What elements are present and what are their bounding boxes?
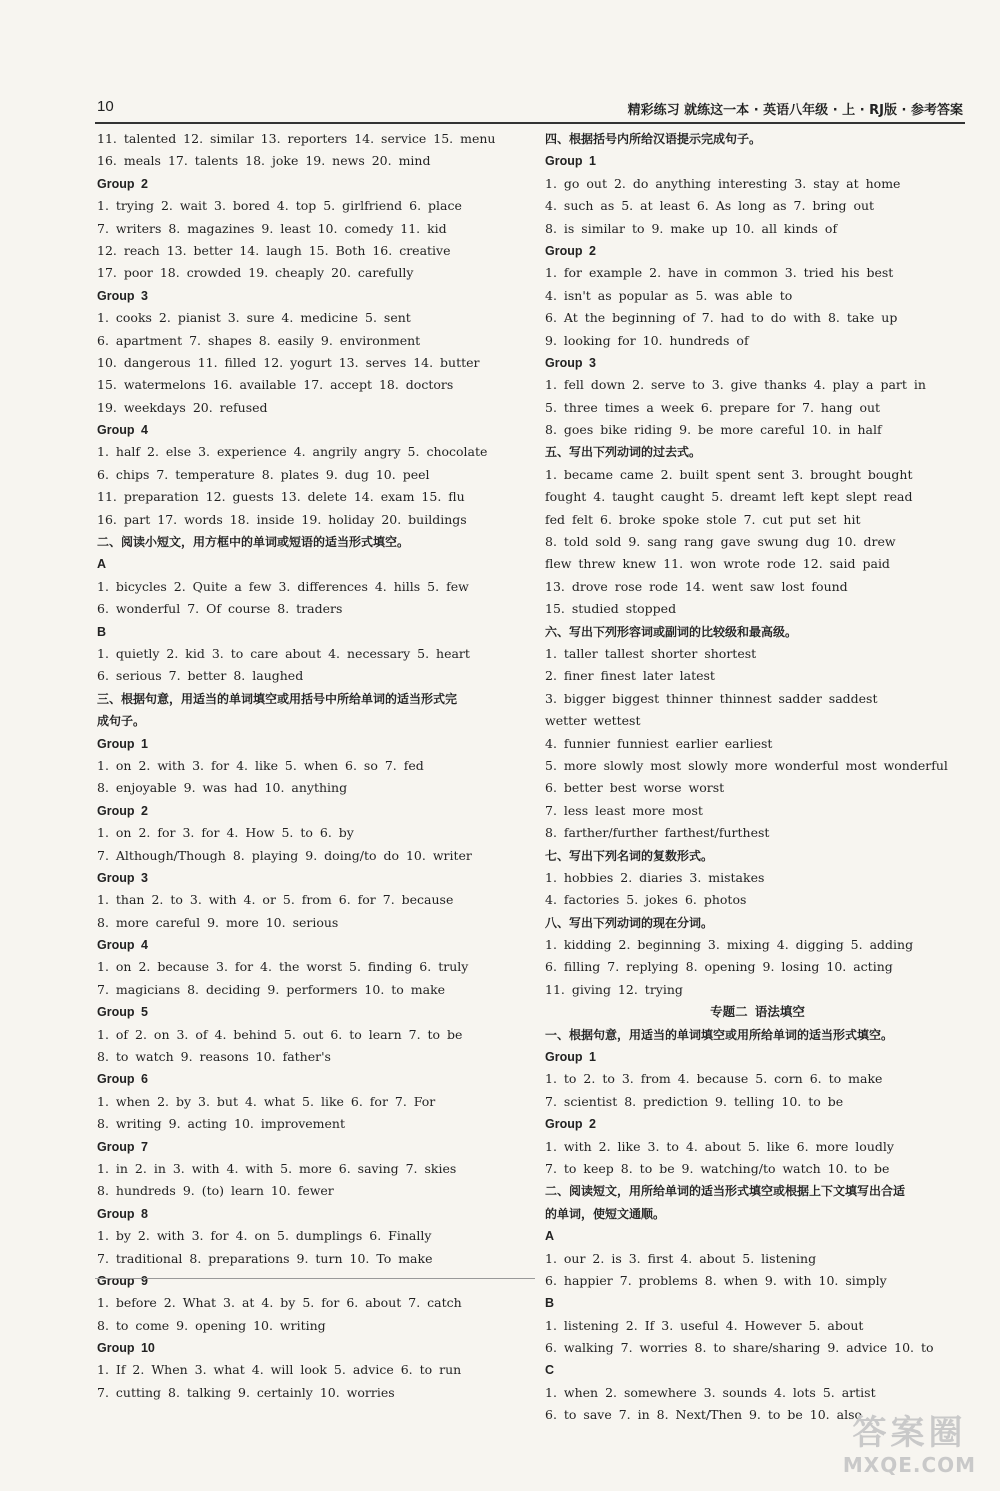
group-heading: Group 8 bbox=[97, 1206, 148, 1221]
group-heading: Group 7 bbox=[97, 1139, 148, 1154]
answer-line: 9. looking for 10. hundreds of bbox=[545, 332, 749, 348]
group-heading: B bbox=[545, 1296, 555, 1311]
answer-line: 4. factories 5. jokes 6. photos bbox=[545, 892, 747, 908]
group-heading: Group 2 bbox=[97, 803, 148, 818]
answer-line: 1. hobbies 2. diaries 3. mistakes bbox=[545, 869, 765, 885]
answer-line: 17. poor 18. crowded 19. cheaply 20. carefully bbox=[97, 265, 414, 281]
answer-line: 1. with 2. like 3. to 4. about 5. like 6. more loudly bbox=[545, 1138, 894, 1154]
section-heading: 成句子。 bbox=[97, 714, 146, 729]
group-heading: Group 1 bbox=[545, 1050, 596, 1065]
group-heading: Group 3 bbox=[545, 355, 596, 370]
answer-line: 8. is similar to 9. make up 10. all kinds of bbox=[545, 220, 838, 236]
answer-line: 7. cutting 8. talking 9. certainly 10. worries bbox=[97, 1384, 395, 1400]
answer-line: 8. told sold 9. sang rang gave swung dug 10. drew bbox=[545, 534, 896, 550]
answer-line: 1. cooks 2. pianist 3. sure 4. medicine 5. sent bbox=[97, 310, 411, 326]
answer-line: 2. finer finest later latest bbox=[545, 668, 715, 684]
watermark-url: MXQE.COM bbox=[842, 1453, 977, 1477]
right-column bbox=[545, 128, 970, 1427]
answer-line: 4. such as 5. at least 6. As long as 7. bring out bbox=[545, 198, 875, 214]
answer-line: 8. goes bike riding 9. be more careful 10. in half bbox=[545, 422, 882, 438]
section-heading: 七、写出下列名词的复数形式。 bbox=[545, 848, 714, 863]
answer-line: fought 4. taught caught 5. dreamt left kept slept read bbox=[545, 489, 913, 505]
answer-line: 7. scientist 8. prediction 9. telling 10. to be bbox=[545, 1093, 844, 1109]
answer-line: 15. watermelons 16. available 17. accept 18. doctors bbox=[97, 377, 454, 393]
answer-line: fed felt 6. broke spoke stole 7. cut put set hit bbox=[545, 511, 861, 527]
section-heading: 五、写出下列动词的过去式。 bbox=[545, 445, 702, 460]
group-heading: Group 9 bbox=[97, 1273, 148, 1288]
group-heading: A bbox=[545, 1229, 555, 1244]
answer-line: 6. better best worse worst bbox=[545, 780, 725, 796]
group-heading: Group 4 bbox=[97, 938, 148, 953]
group-heading: C bbox=[545, 1363, 555, 1378]
answer-line: 1. bicycles 2. Quite a few 3. differences 4. hills 5. few bbox=[97, 578, 469, 594]
answer-line: 6. walking 7. worries 8. to share/sharing 9. advice 10. to bbox=[545, 1340, 934, 1356]
section-heading: 三、根据句意，用适当的单词填空或用括号中所给单词的适当形式完 bbox=[97, 691, 458, 706]
group-heading: Group 3 bbox=[97, 870, 148, 885]
answer-line: 1. go out 2. do anything interesting 3. stay at home bbox=[545, 175, 901, 191]
answer-line: 1. than 2. to 3. with 4. or 5. from 6. for 7. because bbox=[97, 892, 454, 908]
answer-line: 1. became came 2. built spent sent 3. brought bought bbox=[545, 466, 913, 482]
group-heading: Group 2 bbox=[97, 176, 148, 191]
answer-line: 7. less least more most bbox=[545, 802, 703, 818]
page-number: 10 bbox=[97, 98, 114, 115]
answer-line: 7. Although/Though 8. playing 9. doing/to do 10. writer bbox=[97, 847, 472, 863]
answer-line: 1. for example 2. have in common 3. tried his best bbox=[545, 265, 894, 281]
group-heading: Group 4 bbox=[97, 423, 148, 438]
divider bbox=[95, 1278, 535, 1279]
answer-line: 1. on 2. with 3. for 4. like 5. when 6. so 7. fed bbox=[97, 757, 424, 773]
answer-line: 8. to watch 9. reasons 10. father's bbox=[97, 1049, 331, 1065]
header-title: 精彩练习 就练这一本 · 英语八年级 · 上 · RJ版 · 参考答案 bbox=[627, 103, 963, 118]
group-heading: Group 10 bbox=[97, 1341, 155, 1356]
watermark-logo bbox=[827, 1413, 992, 1483]
answer-line: 1. when 2. somewhere 3. sounds 4. lots 5. artist bbox=[545, 1384, 876, 1400]
answer-line: 6. filling 7. replying 8. opening 9. losing 10. acting bbox=[545, 959, 893, 975]
answer-line: 1. If 2. When 3. what 4. will look 5. advice 6. to run bbox=[97, 1362, 462, 1378]
answer-line: 19. weekdays 20. refused bbox=[97, 399, 268, 415]
answer-line: 1. trying 2. wait 3. bored 4. top 5. girlfriend 6. place bbox=[97, 198, 462, 214]
group-heading: Group 6 bbox=[97, 1072, 148, 1087]
answer-line: 5. three times a week 6. prepare for 7. hang out bbox=[545, 399, 881, 415]
answer-line: 3. bigger biggest thinner thinnest sadder saddest bbox=[545, 690, 878, 706]
answer-line: 1. half 2. else 3. experience 4. angrily angry 5. chocolate bbox=[97, 444, 488, 460]
answer-line: 6. chips 7. temperature 8. plates 9. dug 10. peel bbox=[97, 466, 430, 482]
section-heading: 二、阅读短文，用所给单词的适当形式填空或根据上下文填写出合适 bbox=[545, 1184, 906, 1199]
answer-line: 12. reach 13. better 14. laugh 15. Both 16. creative bbox=[97, 242, 451, 258]
answer-line: 6. apartment 7. shapes 8. easily 9. environment bbox=[97, 332, 421, 348]
section-heading: 四、根据括号内所给汉语提示完成句子。 bbox=[545, 132, 762, 146]
answer-line: 16. part 17. words 18. inside 19. holiday 20. buildings bbox=[97, 511, 467, 527]
answer-line: 6. At the beginning of 7. had to do with 8. take up bbox=[545, 310, 898, 326]
answer-line: 8. farther/further farthest/furthest bbox=[545, 825, 770, 841]
answer-line: 11. preparation 12. guests 13. delete 14. exam 15. flu bbox=[97, 489, 465, 505]
answer-line: 15. studied stopped bbox=[545, 601, 677, 617]
answer-line: 8. enjoyable 9. was had 10. anything bbox=[97, 780, 348, 796]
section-heading: 二、阅读小短文，用方框中的单词或短语的适当形式填空。 bbox=[97, 535, 410, 550]
answer-line: 1. taller tallest shorter shortest bbox=[545, 645, 757, 661]
answer-line: 6. wonderful 7. Of course 8. traders bbox=[97, 601, 343, 617]
section-heading: 一、根据句意，用适当的单词填空或用所给单词的适当形式填空。 bbox=[545, 1027, 894, 1042]
page-header bbox=[95, 96, 965, 124]
answer-line: 1. our 2. is 3. first 4. about 5. listening bbox=[545, 1250, 817, 1266]
answer-line: 6. happier 7. problems 8. when 9. with 10. simply bbox=[545, 1272, 887, 1288]
group-heading: Group 1 bbox=[97, 736, 148, 751]
group-heading: B bbox=[97, 624, 107, 639]
answer-line: 1. on 2. because 3. for 4. the worst 5. finding 6. truly bbox=[97, 959, 469, 975]
answer-line: 13. drove rose rode 14. went saw lost found bbox=[545, 578, 848, 594]
left-column bbox=[97, 128, 522, 1404]
answer-line: 1. to 2. to 3. from 4. because 5. corn 6. to make bbox=[545, 1071, 883, 1087]
answer-line: 11. giving 12. trying bbox=[545, 981, 683, 997]
answer-line: flew threw knew 11. won wrote rode 12. said paid bbox=[545, 556, 890, 572]
answer-line: 1. of 2. on 3. of 4. behind 5. out 6. to learn 7. to be bbox=[97, 1026, 463, 1042]
answer-line: 7. to keep 8. to be 9. watching/to watch 10. to be bbox=[545, 1160, 890, 1176]
answer-line: 4. isn't as popular as 5. was able to bbox=[545, 287, 793, 303]
answer-line: 1. fell down 2. serve to 3. give thanks 4. play a part in bbox=[545, 377, 926, 393]
answer-line: 7. writers 8. magazines 9. least 10. comedy 11. kid bbox=[97, 220, 447, 236]
answer-line: 1. quietly 2. kid 3. to care about 4. necessary 5. heart bbox=[97, 645, 470, 661]
group-heading: Group 1 bbox=[545, 154, 596, 169]
answer-line: 8. to come 9. opening 10. writing bbox=[97, 1317, 326, 1333]
group-heading: Group 2 bbox=[545, 243, 596, 258]
answer-line: 6. serious 7. better 8. laughed bbox=[97, 668, 304, 684]
section-heading: 六、写出下列形容词或副词的比较级和最高级。 bbox=[545, 624, 798, 639]
answer-line: 7. traditional 8. preparations 9. turn 10. To make bbox=[97, 1250, 433, 1266]
answer-line: wetter wettest bbox=[545, 713, 641, 729]
topic-title: 专题二 语法填空 bbox=[710, 1004, 805, 1020]
group-heading: Group 3 bbox=[97, 288, 148, 303]
answer-line: 4. funnier funniest earlier earliest bbox=[545, 735, 773, 751]
answer-line: 11. talented 12. similar 13. reporters 14. service 15. menu bbox=[97, 131, 496, 146]
group-heading: Group 2 bbox=[545, 1117, 596, 1132]
group-heading: A bbox=[97, 557, 107, 572]
answer-line: 1. in 2. in 3. with 4. with 5. more 6. saving 7. skies bbox=[97, 1160, 457, 1176]
answer-line: 8. more careful 9. more 10. serious bbox=[97, 914, 339, 930]
group-heading: Group 5 bbox=[97, 1005, 148, 1020]
section-heading: 八、写出下列动词的现在分词。 bbox=[545, 915, 714, 930]
answer-line: 8. writing 9. acting 10. improvement bbox=[97, 1116, 346, 1132]
answer-line: 7. magicians 8. deciding 9. performers 10. to make bbox=[97, 981, 446, 997]
answer-line: 5. more slowly most slowly more wonderful most wonderful bbox=[545, 757, 948, 773]
answer-line: 1. listening 2. If 3. useful 4. However 5. about bbox=[545, 1317, 864, 1333]
answer-line: 1. when 2. by 3. but 4. what 5. like 6. for 7. For bbox=[97, 1093, 436, 1109]
answer-line: 6. to save 7. in 8. Next/Then 9. to be 10. also bbox=[545, 1407, 863, 1423]
answer-line: 8. hundreds 9. (to) learn 10. fewer bbox=[97, 1183, 334, 1199]
answer-line: 1. by 2. with 3. for 4. on 5. dumplings 6. Finally bbox=[97, 1228, 432, 1244]
section-heading: 的单词，使短文通顺。 bbox=[545, 1206, 666, 1221]
answer-line: 1. before 2. What 3. at 4. by 5. for 6. about 7. catch bbox=[97, 1295, 462, 1311]
answer-line: 1. on 2. for 3. for 4. How 5. to 6. by bbox=[97, 825, 354, 841]
answer-line: 1. kidding 2. beginning 3. mixing 4. digging 5. adding bbox=[545, 937, 914, 953]
watermark-text: 答案圈 bbox=[852, 1413, 967, 1453]
answer-line: 10. dangerous 11. filled 12. yogurt 13. serves 14. butter bbox=[97, 354, 480, 370]
answer-line: 16. meals 17. talents 18. joke 19. news 20. mind bbox=[97, 153, 431, 169]
